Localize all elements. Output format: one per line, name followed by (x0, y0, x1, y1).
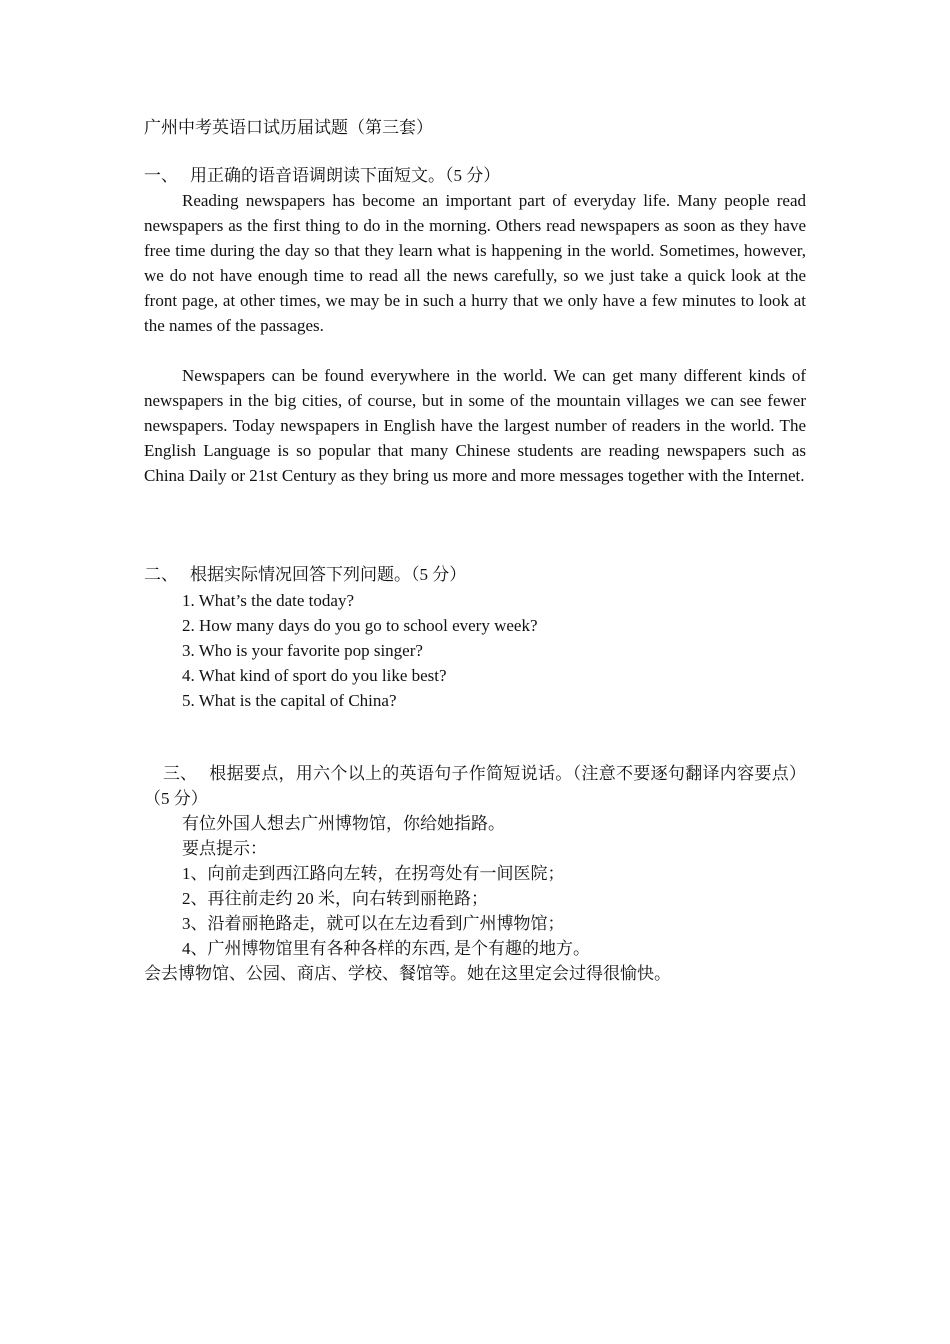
section1-heading (144, 163, 500, 188)
question-item: 4. What kind of sport do you like best? (182, 666, 447, 685)
section1-instruction: 用正确的语音语调朗读下面短文。（5 分） (190, 166, 501, 185)
section3-number: 三、 (163, 764, 197, 783)
question-list (182, 588, 538, 713)
section3-scenario: 有位外国人想去广州博物馆，你给她指路。 (182, 814, 505, 833)
section1-number: 一、 (144, 166, 178, 185)
section2-heading (144, 562, 466, 587)
hints-label: 要点提示： (182, 839, 267, 858)
section3-heading (144, 761, 806, 811)
section2-number: 二、 (144, 565, 178, 584)
passage-paragraph-2: Newspapers can be found everywhere in the world. We can get many different kinds of newspapers in the big cities, of course, but in some of the mountain villages we can see fewer newspapers. Today newspapers in English have the largest number of readers in the world. The English Language is so popular that many Chinese students are reading newspapers such as China Daily or 21st Century as they bring us more and more messages together with the Internet. (144, 366, 806, 485)
passage-paragraph-1: Reading newspapers has become an important part of everyday life. Many people read newspapers as the first thing to do in the morning. Others read newspapers as soon as they have free time during the day so that they learn what is happening in the world. Sometimes, however, we do not have enough time to read all the news carefully, so we just take a quick look at the front page, at other times, we may be in such a hurry that we only have a few minutes to look at the names of the passages. (144, 191, 806, 335)
section3-instruction: 根据要点，用六个以上的英语句子作简短说话。（注意不要逐句翻译内容要点）（5 分） (144, 764, 806, 808)
hint-item: 1、向前走到西江路向左转，在拐弯处有一间医院； (182, 864, 565, 883)
question-item: 5. What is the capital of China? (182, 691, 397, 710)
hint-item: 3、沿着丽艳路走，就可以在左边看到广州博物馆； (182, 914, 565, 933)
hint-item: 4、广州博物馆里有各种各样的东西, 是个有趣的地方。 (182, 939, 590, 958)
question-item: 1. What’s the date today? (182, 591, 354, 610)
question-item: 2. How many days do you go to school every week? (182, 616, 538, 635)
hint-item: 2、再往前走约 20 米，向右转到丽艳路； (182, 889, 488, 908)
section2-instruction: 根据实际情况回答下列问题。（5 分） (190, 565, 467, 584)
question-item: 3. Who is your favorite pop singer? (182, 641, 423, 660)
document-title: 广州中考英语口试历届试题（第三套） (144, 118, 433, 137)
trailing-text: 会去博物馆、公园、商店、学校、餐馆等。她在这里定会过得很愉快。 (144, 964, 671, 983)
